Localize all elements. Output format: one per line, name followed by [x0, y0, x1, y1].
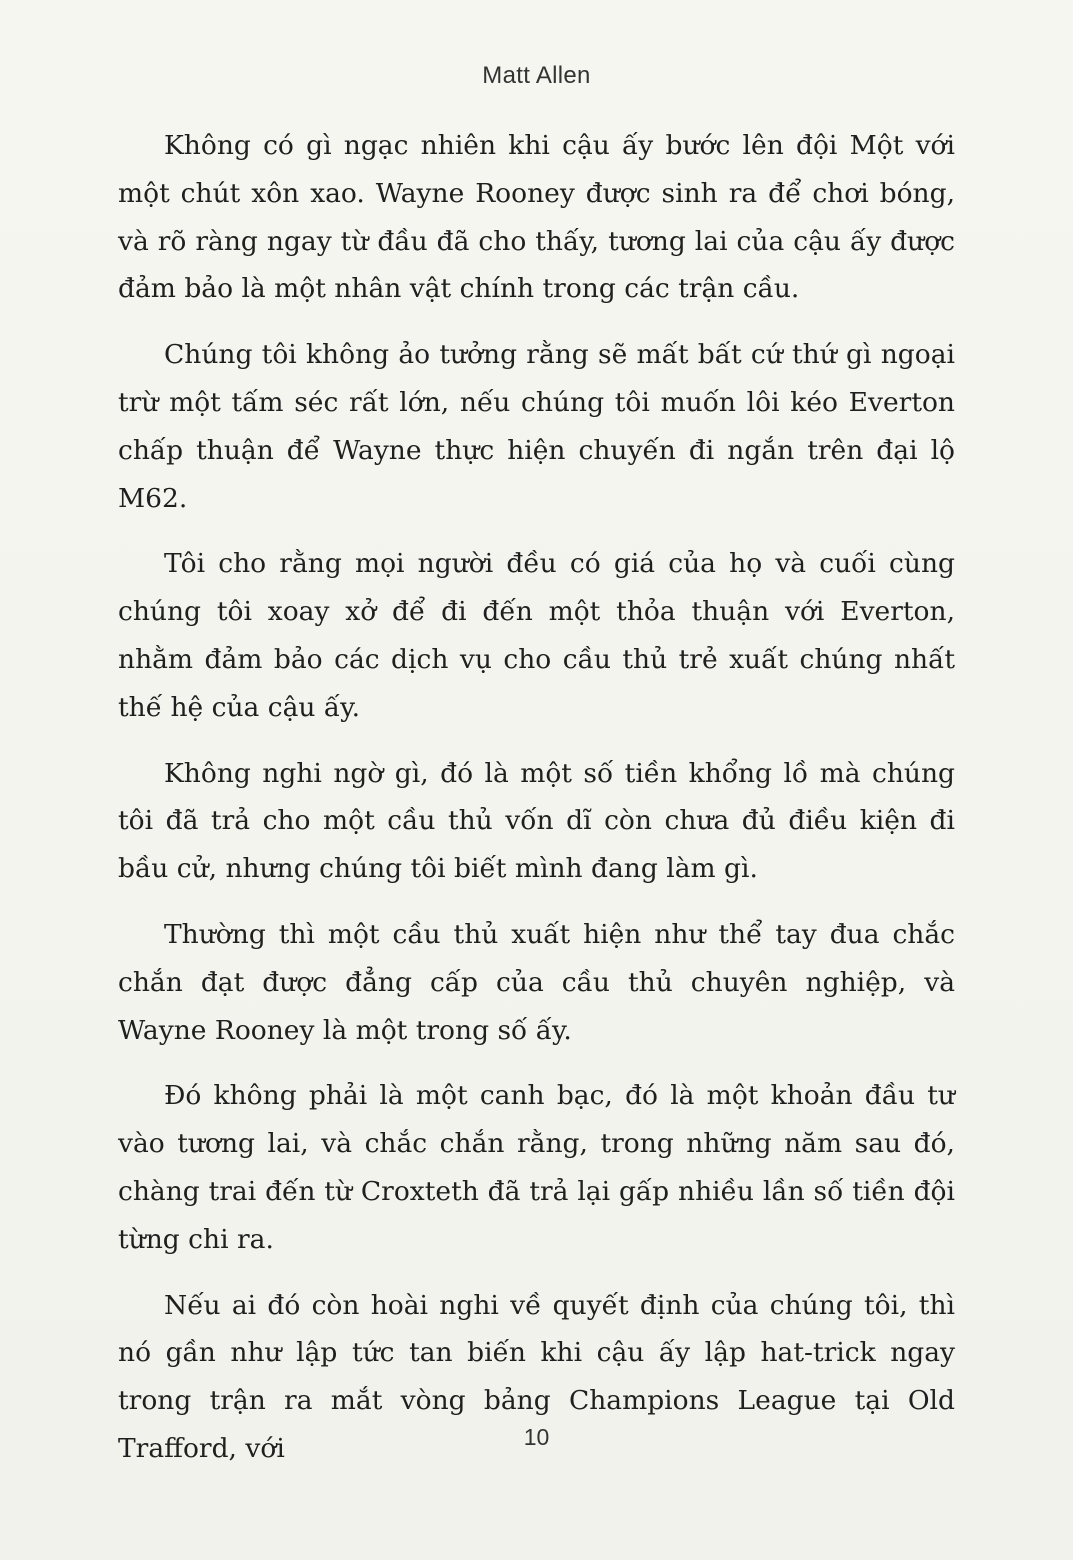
paragraph: Đó không phải là một canh bạc, đó là một khoản đầu tư vào tương lai, và chắc chắn rằng, trong những năm sau đó, chàng trai đến từ Croxteth đã trả lại gấp nhiều lần số tiền đội từng chi ra. — [118, 1080, 955, 1255]
paragraph: Tôi cho rằng mọi người đều có giá của họ và cuối cùng chúng tôi xoay xở để đi đến một thỏa thuận với Everton, nhằm đảm bảo các dịch vụ cho cầu thủ trẻ xuất chúng nhất thế hệ của cậu ấy. — [118, 548, 955, 723]
page-number: 10 — [523, 1424, 550, 1450]
body-text — [118, 122, 955, 1491]
running-header-author: Matt Allen — [482, 62, 591, 89]
paragraph: Chúng tôi không ảo tưởng rằng sẽ mất bất cứ thứ gì ngoại trừ một tấm séc rất lớn, nếu chúng tôi muốn lôi kéo Everton chấp thuận để Wayne thực hiện chuyến đi ngắn trên đại lộ M62. — [118, 339, 955, 514]
paragraph: Không có gì ngạc nhiên khi cậu ấy bước lên đội Một với một chút xôn xao. Wayne Rooney được sinh ra để chơi bóng, và rõ ràng ngay từ đầu đã cho thấy, tương lai của cậu ấy được đảm bảo là một nhân vật chính trong các trận cầu. — [118, 130, 955, 305]
paragraph: Thường thì một cầu thủ xuất hiện như thể tay đua chắc chắn đạt được đẳng cấp của cầu thủ chuyên nghiệp, và Wayne Rooney là một trong số ấy. — [118, 918, 955, 1046]
paragraph: Không nghi ngờ gì, đó là một số tiền khổng lồ mà chúng tôi đã trả cho một cầu thủ vốn dĩ còn chưa đủ điều kiện đi bầu cử, nhưng chúng tôi biết mình đang làm gì. — [118, 757, 955, 885]
paragraph: Nếu ai đó còn hoài nghi về quyết định của chúng tôi, thì nó gần như lập tức tan biến khi cậu ấy lập hat-trick ngay trong trận ra mắt vòng bảng Champions League tại Old Trafford, với — [118, 1289, 955, 1464]
